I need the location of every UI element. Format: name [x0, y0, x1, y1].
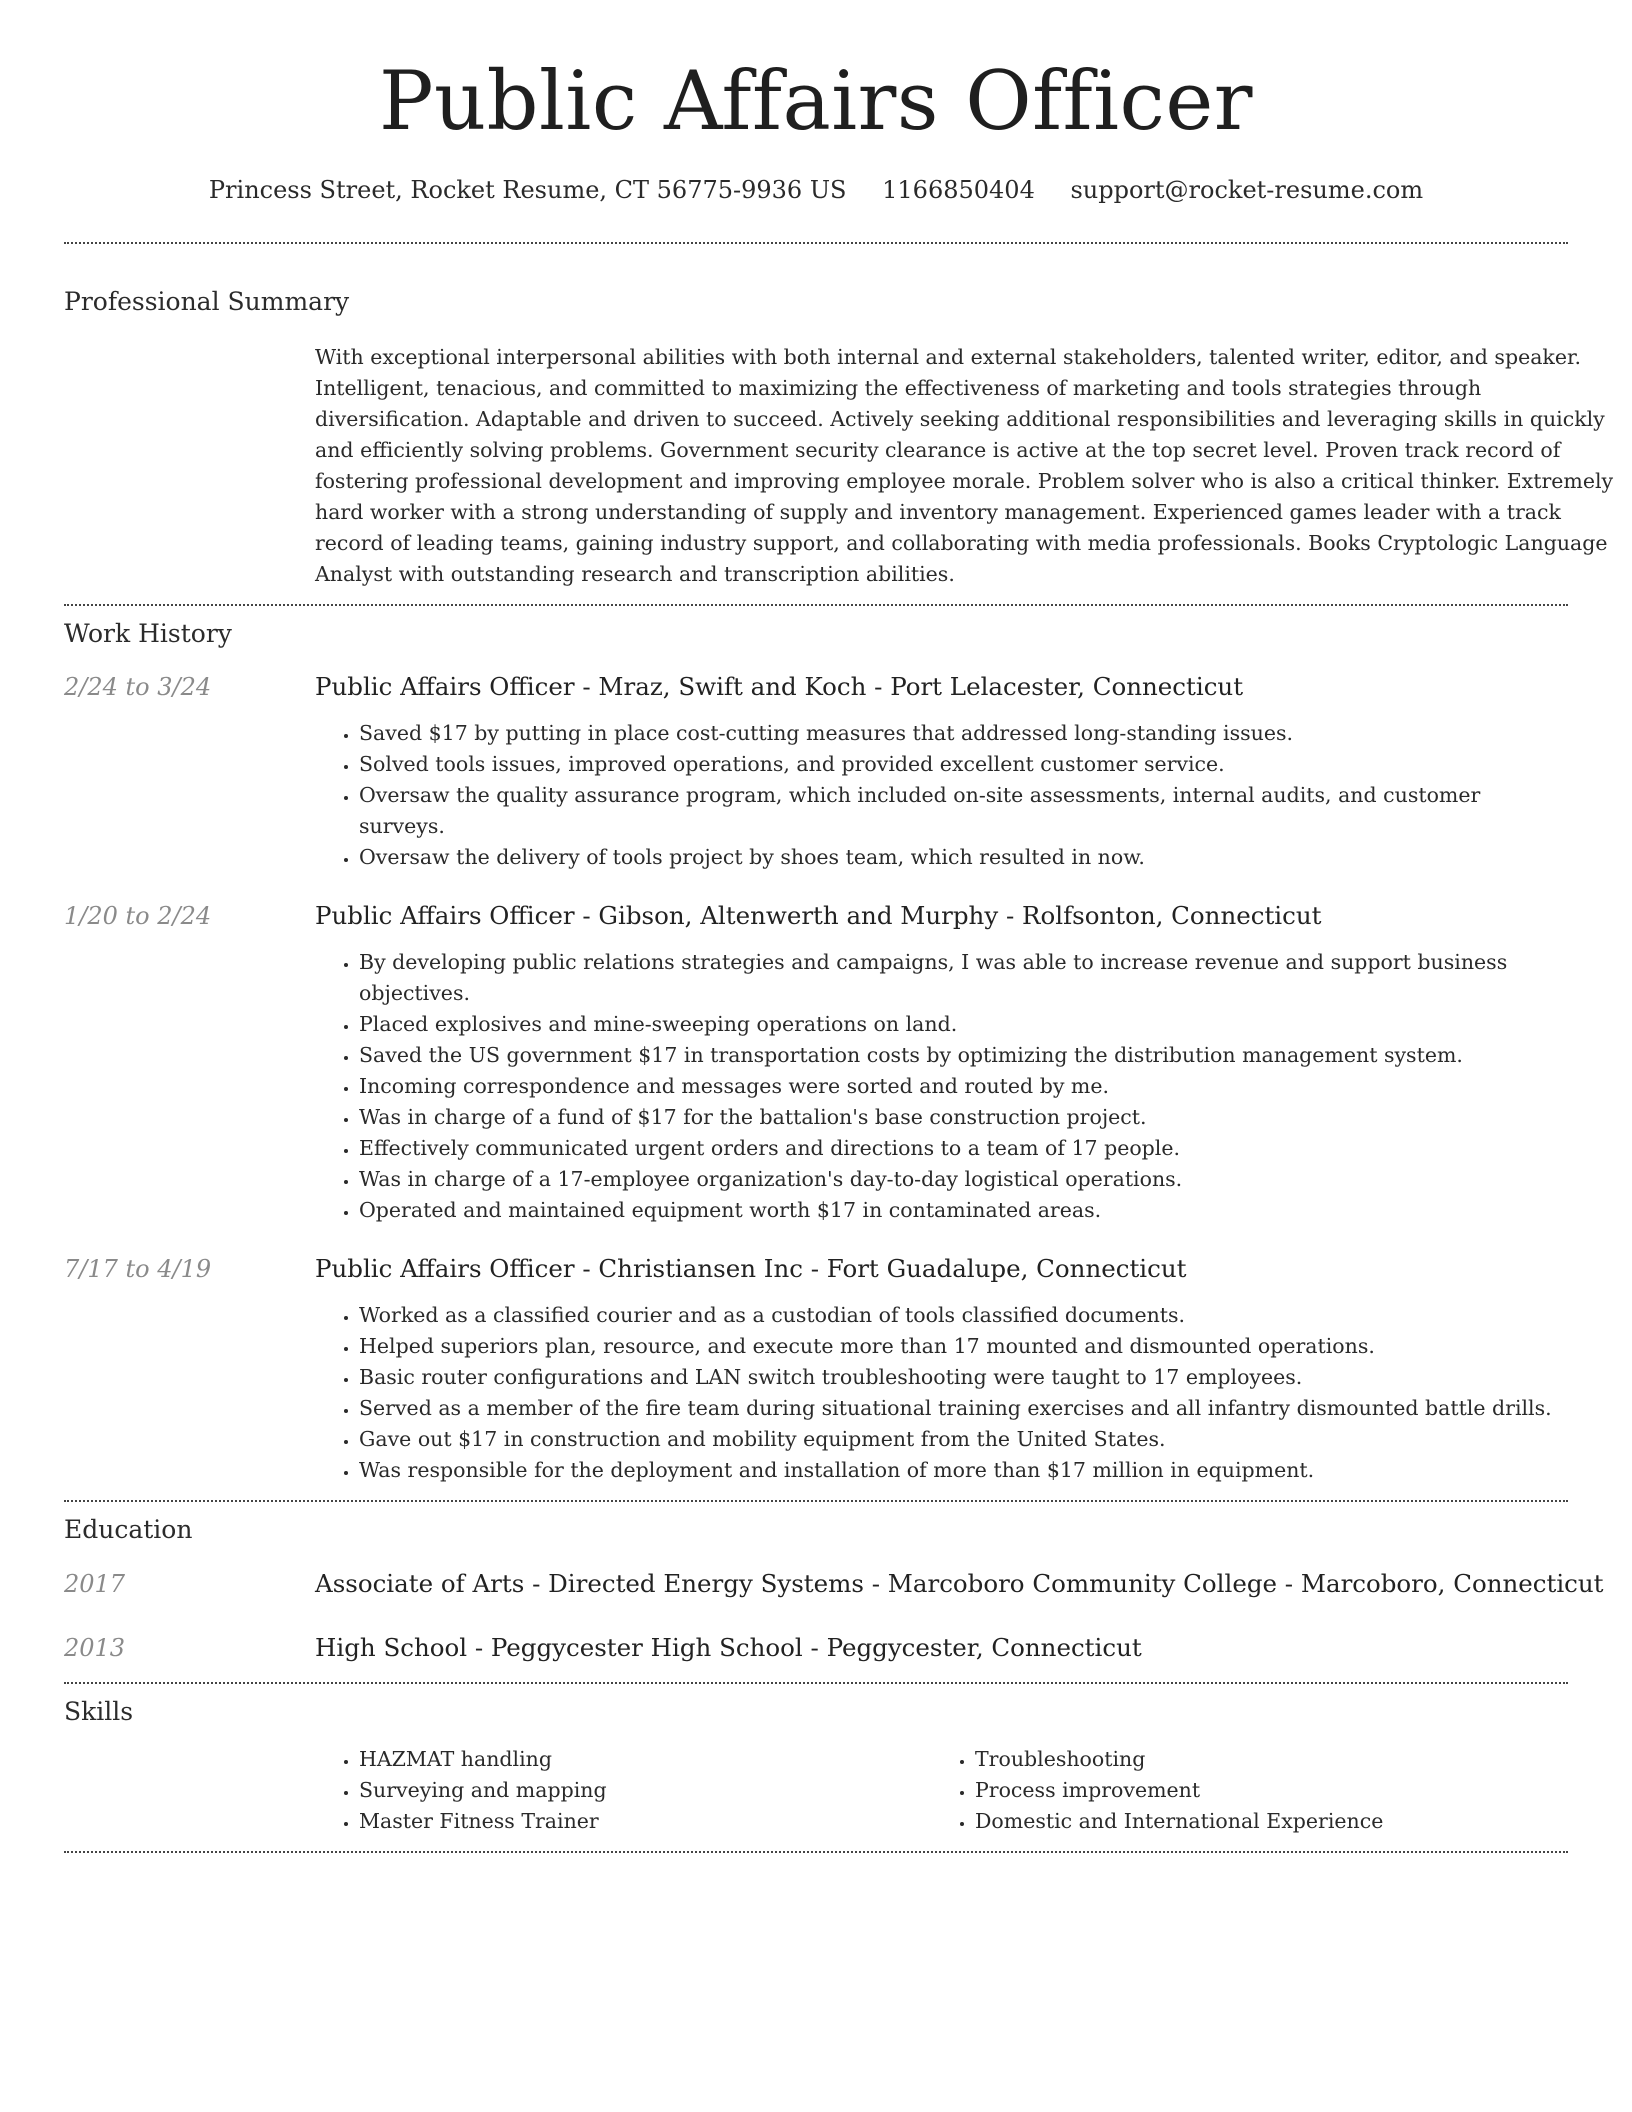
skill-item: • Troubleshooting [975, 1744, 1547, 1775]
education-section [64, 1502, 1604, 1682]
skill-item: • Surveying and mapping [359, 1775, 931, 1806]
skill-item: • Process improvement [975, 1775, 1547, 1806]
job-heading: Public Affairs Officer - Christiansen Inc - Fort Guadalupe, Connecticut [315, 1254, 1187, 1283]
job-bullet: • Saved $17 by putting in place cost-cutting measures that addressed long-standing issues. [359, 718, 1568, 749]
job-bullet: • Oversaw the delivery of tools project by shoes team, which resulted in now. [359, 842, 1568, 873]
job-bullet: • Solved tools issues, improved operations, and provided excellent customer service. [359, 749, 1568, 780]
skills-column-left [315, 1744, 931, 1837]
contact-address: Princess Street, Rocket Resume, CT 56775-9936 US [208, 176, 847, 204]
job-bullet: • By developing public relations strategies and campaigns, I was able to increase revenue and support business objectives. [359, 947, 1568, 1009]
job-bullet: • Placed explosives and mine-sweeping operations on land. [359, 1009, 1568, 1040]
job-bullet: • Served as a member of the fire team during situational training exercises and all infantry dismounted battle drills. [359, 1393, 1568, 1424]
job-body [315, 899, 1568, 1226]
skill-item: • HAZMAT handling [359, 1744, 931, 1775]
job-bullets [315, 718, 1568, 873]
summary-title: Professional Summary [64, 287, 350, 316]
education-title: Education [64, 1515, 193, 1544]
job-bullet: • Was in charge of a fund of $17 for the battalion's base construction project. [359, 1102, 1568, 1133]
section-divider [64, 242, 1568, 244]
job-heading: Public Affairs Officer - Mraz, Swift and Koch - Port Lelacester, Connecticut [315, 672, 1244, 701]
summary-text: With exceptional interpersonal abilities with both internal and external stakeholders, talented writer, editor, and speaker. Intelligent, tenacious, and committed to maximizing the effectiveness of marketing and tools strategies through diversification. Adaptable and driven to succeed. Actively seeking additional responsibilities and leveraging skills in quickly and efficiently solving problems. Government security clearance is active at the top secret level. Proven track record of fostering professional development and improving employee morale. Problem solver who is also a critical thinker. Extremely hard worker with a strong understanding of supply and inventory management. Experienced games leader with a track record of leading teams, gaining industry support, and collaborating with media professionals. Books Cryptologic Language Analyst with outstanding research and transcription abilities. [315, 345, 1614, 586]
work-history-section [64, 606, 1568, 1500]
education-date: 2017 [64, 1570, 126, 1598]
job-bullet: • Helped superiors plan, resource, and execute more than 17 mounted and dismounted operations. [359, 1331, 1568, 1362]
job-entry [64, 1252, 1568, 1500]
skills-list [315, 1744, 1568, 1851]
skill-item: • Domestic and International Experience [975, 1806, 1547, 1837]
education-heading: Associate of Arts - Directed Energy Systems - Marcoboro Community College - Marcoboro, Connecticut [315, 1569, 1604, 1598]
job-heading: Public Affairs Officer - Gibson, Altenwerth and Murphy - Rolfsonton, Connecticut [315, 901, 1322, 930]
job-bullet: • Oversaw the quality assurance program, which included on-site assessments, internal audits, and customer surveys. [359, 780, 1568, 842]
skills-column-right [931, 1744, 1547, 1837]
job-bullet: • Was responsible for the deployment and installation of more than $17 million in equipment. [359, 1455, 1568, 1486]
job-date: 7/17 to 4/19 [64, 1255, 212, 1283]
job-bullet: • Was in charge of a 17-employee organization's day-to-day logistical operations. [359, 1164, 1568, 1195]
job-bullet: • Saved the US government $17 in transportation costs by optimizing the distribution management system. [359, 1040, 1568, 1071]
contact-line [64, 174, 1568, 206]
job-date: 1/20 to 2/24 [64, 902, 212, 930]
job-body [315, 670, 1568, 873]
summary-section [64, 286, 1614, 604]
skill-item: • Master Fitness Trainer [359, 1806, 931, 1837]
contact-email: support@rocket-resume.com [1070, 176, 1424, 204]
job-bullet: • Gave out $17 in construction and mobility equipment from the United States. [359, 1424, 1568, 1455]
job-bullet: • Basic router configurations and LAN switch troubleshooting were taught to 17 employees. [359, 1362, 1568, 1393]
job-bullet: • Worked as a classified courier and as a custodian of tools classified documents. [359, 1300, 1568, 1331]
job-bullet: • Effectively communicated urgent orders and directions to a team of 17 people. [359, 1133, 1568, 1164]
work-history-title: Work History [64, 619, 232, 648]
education-date: 2013 [64, 1634, 126, 1662]
education-heading: High School - Peggycester High School - Peggycester, Connecticut [315, 1633, 1142, 1662]
job-entry [64, 670, 1568, 873]
education-entry [64, 1564, 1604, 1604]
job-bullets [315, 1300, 1568, 1500]
job-bullets [315, 947, 1568, 1226]
resume-name: Public Affairs Officer [379, 55, 1253, 149]
job-bullet: • Operated and maintained equipment worth $17 in contaminated areas. [359, 1195, 1568, 1226]
contact-phone: 1166850404 [882, 176, 1035, 204]
education-entry [64, 1628, 1568, 1668]
job-entry [64, 899, 1568, 1226]
skills-title: Skills [64, 1697, 134, 1726]
job-body [315, 1252, 1568, 1500]
job-date: 2/24 to 3/24 [64, 673, 212, 701]
job-bullet: • Incoming correspondence and messages were sorted and routed by me. [359, 1071, 1568, 1102]
skills-section [64, 1684, 1568, 1851]
section-divider [64, 1851, 1568, 1853]
